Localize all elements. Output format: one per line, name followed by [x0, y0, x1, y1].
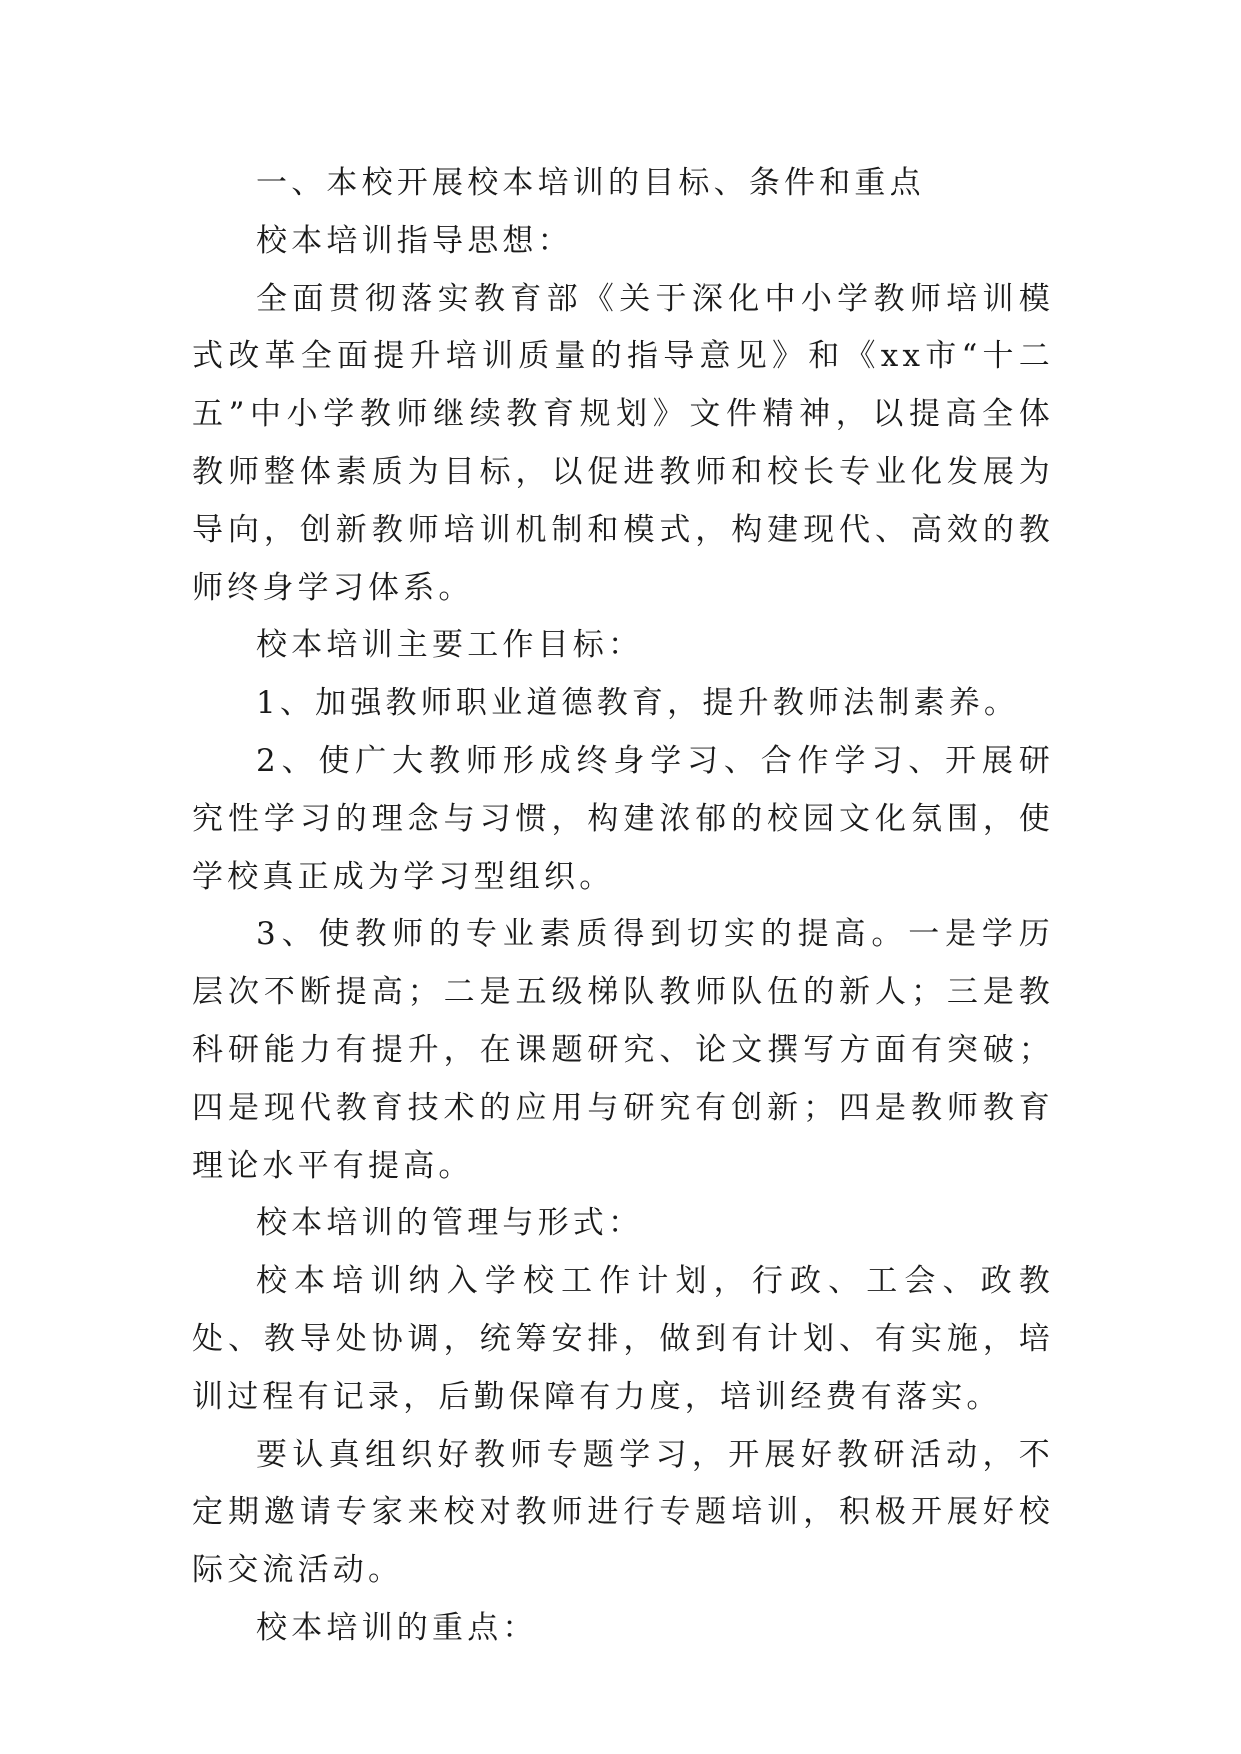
goal-item-2: 2、使广大教师形成终身学习、合作学习、开展研究性学习的理念与习惯，构建浓郁的校园文化氛围，使学校真正成为学习型组织。	[192, 742, 1054, 895]
subheading-management: 校本培训的管理与形式：	[256, 1205, 644, 1242]
section-heading: 一、本校开展校本培训的目标、条件和重点	[256, 165, 925, 201]
paragraph-guiding-thought: 全面贯彻落实教育部《关于深化中小学教师培训模式改革全面提升培训质量的指导意见》和《xx市“十二五”中小学教师继续教育规划》文件精神，以提高全体教师整体素质为目标，以促进教师和校长专业化发展为导向，创新教师培训机制和模式，构建现代、高效的教师终身学习体系。	[192, 280, 1054, 606]
paragraph-management: 校本培训纳入学校工作计划，行政、工会、政教处、教导处协调，统筹安排，做到有计划、有实施，培训过程有记录，后勤保障有力度，培训经费有落实。	[192, 1263, 1054, 1415]
goal-item-3: 3、使教师的专业素质得到切实的提高。一是学历层次不断提高；二是五级梯队教师队伍的新人；三是教科研能力有提升，在课题研究、论文撰写方面有突破；四是现代教育技术的应用与研究有创新；四是教师教育理论水平有提高。	[192, 916, 1054, 1184]
subheading-guiding-thought: 校本培训指导思想：	[256, 222, 573, 259]
goal-item-1: 1、加强教师职业道德教育，提升教师法制素养。	[256, 685, 1020, 722]
subheading-key-points: 校本培训的重点：	[256, 1609, 538, 1646]
document-page	[192, 155, 1054, 1658]
subheading-main-goals: 校本培训主要工作目标：	[256, 627, 644, 664]
paragraph-study-activities: 要认真组织好教师专题学习，开展好教研活动，不定期邀请专家来校对教师进行专题培训，积极开展好校际交流活动。	[192, 1436, 1054, 1589]
